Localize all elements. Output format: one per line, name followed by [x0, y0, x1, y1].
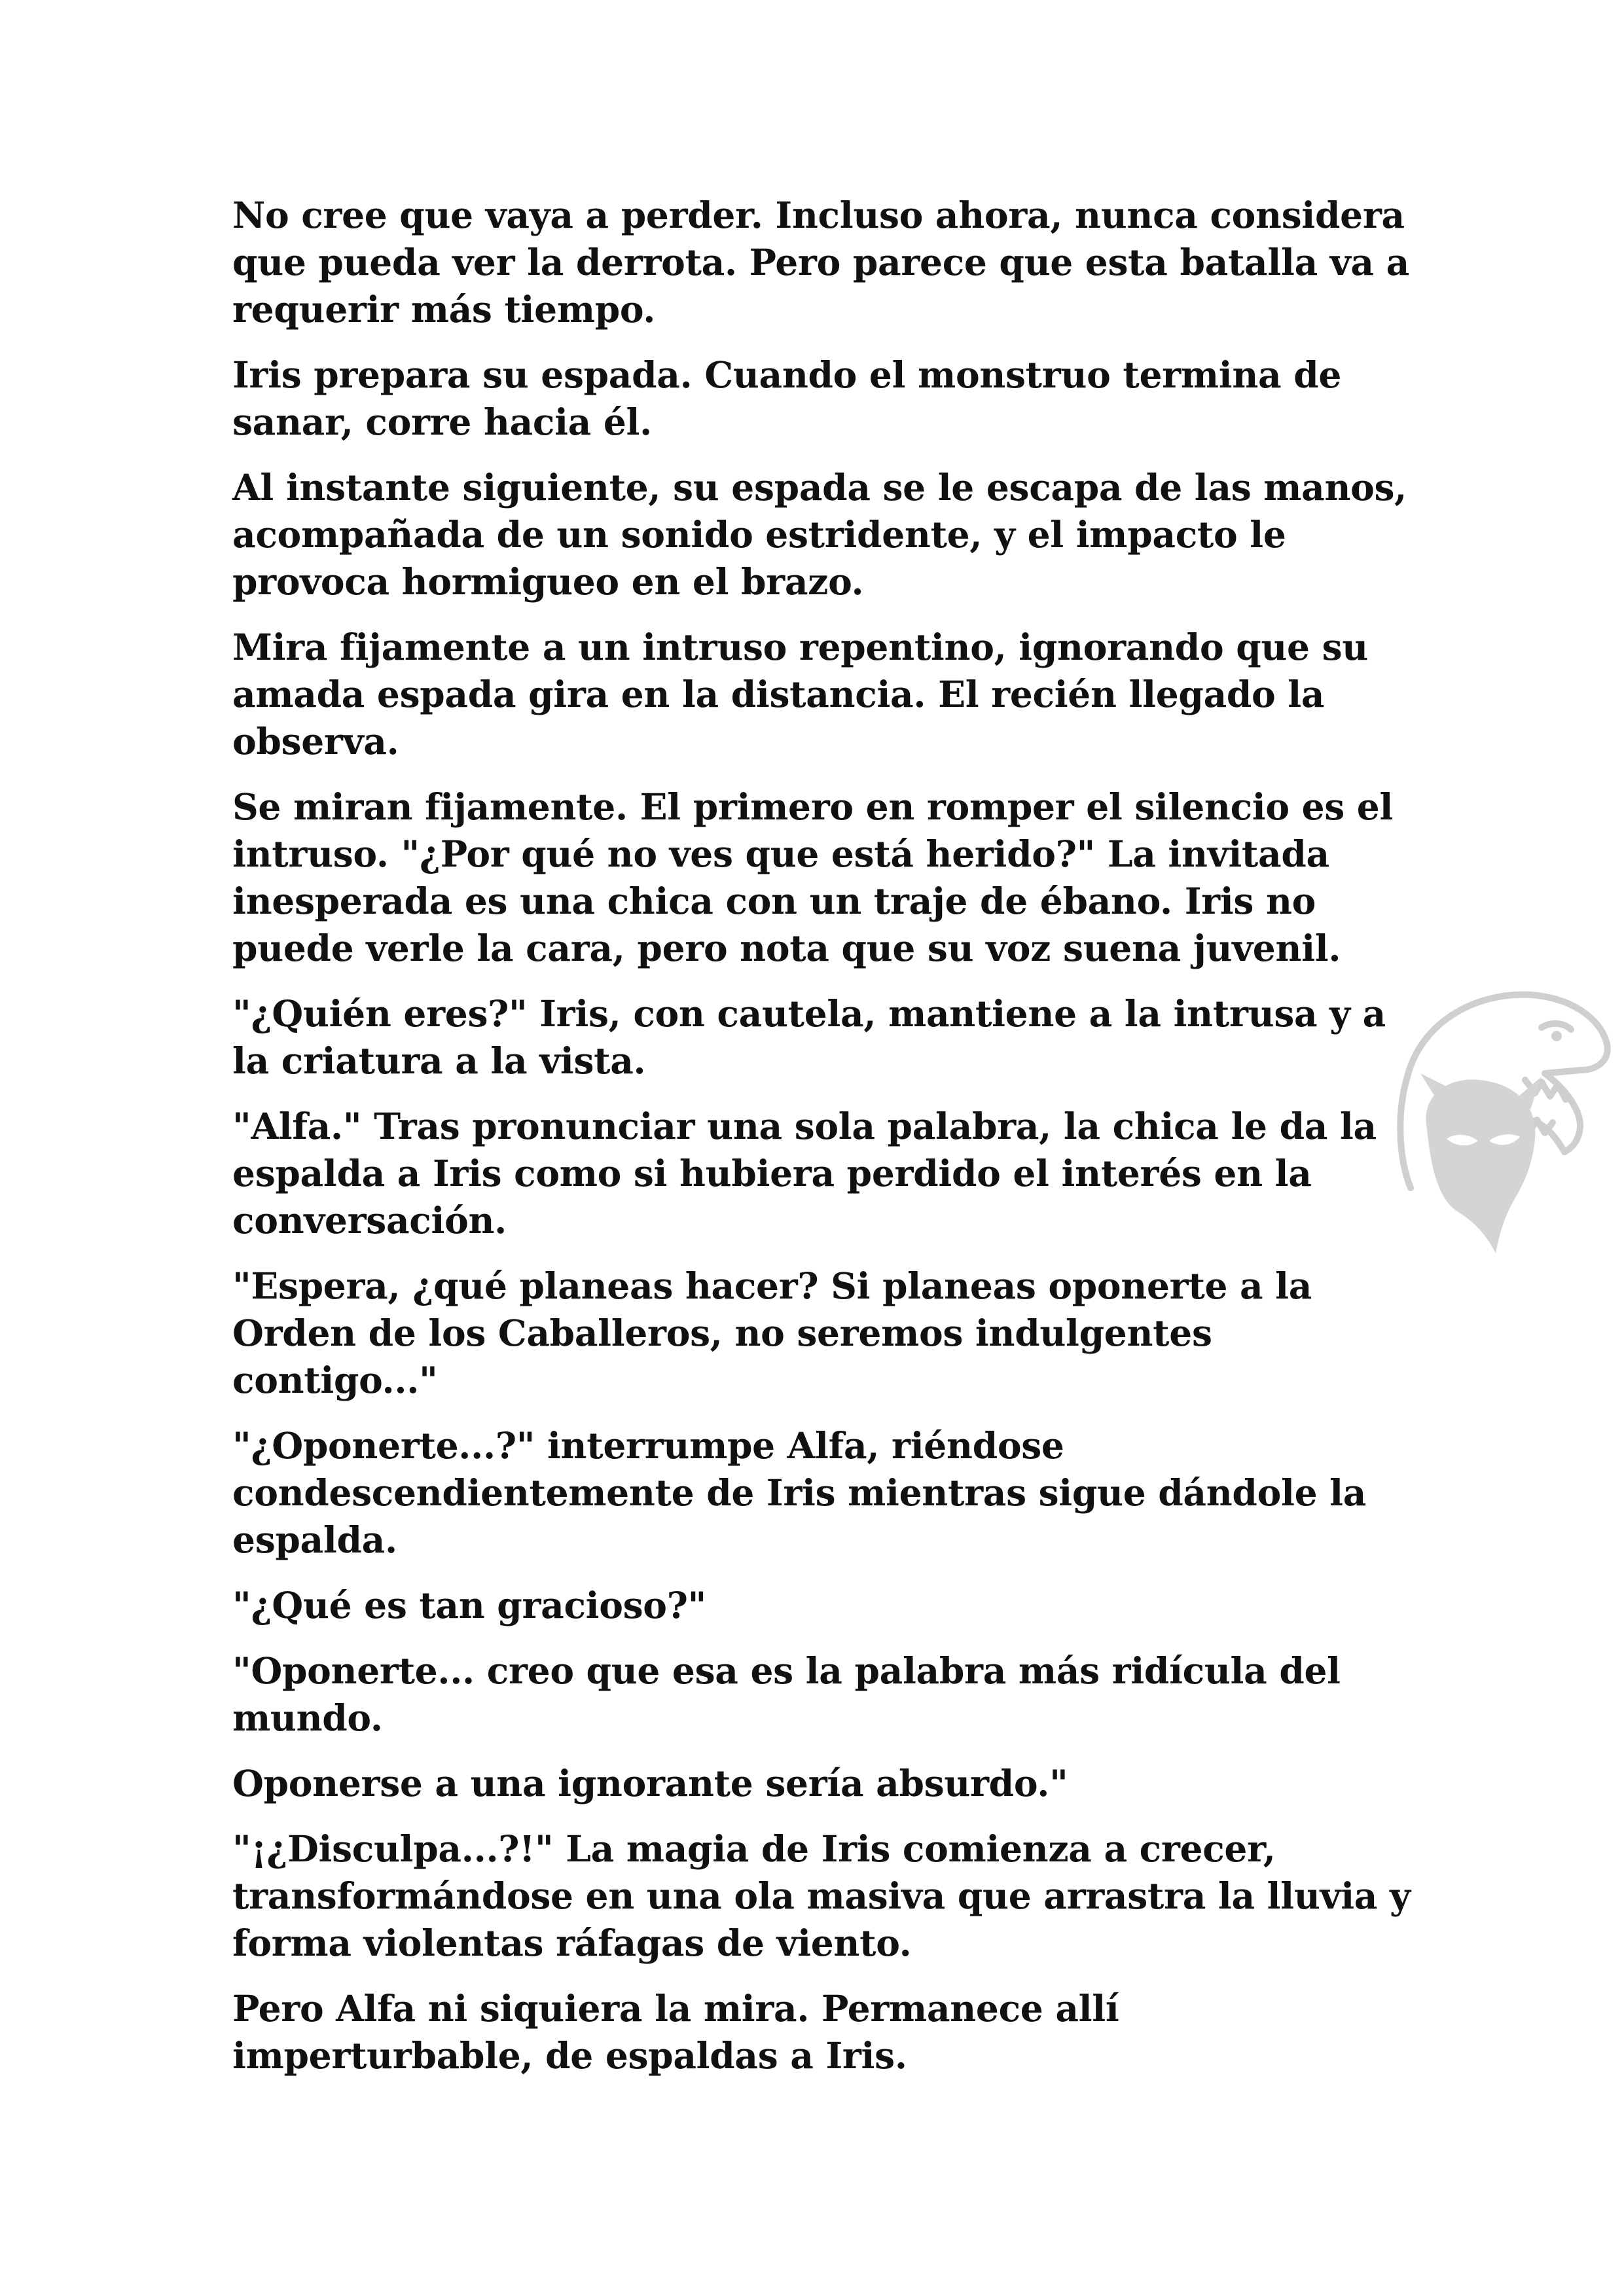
paragraph: "¡¿Disculpa...?!" La magia de Iris comienza a crecer, transformándose en una ola masiva que arrastra la lluvia y forma violentas ráfagas de viento. [232, 1827, 1411, 1964]
paragraph: "Espera, ¿qué planeas hacer? Si planeas oponerte a la Orden de los Caballeros, no seremos indulgentes contigo..." [232, 1265, 1312, 1401]
paragraph: "Oponerte... creo que esa es la palabra más ridícula del mundo. [232, 1649, 1341, 1739]
paragraph: "Alfa." Tras pronunciar una sola palabra, la chica le da la espalda a Iris como si hubiera perdido el interés en la conversación. [232, 1105, 1377, 1242]
paragraph: "¿Qué es tan gracioso?" [232, 1584, 706, 1626]
paragraph: "¿Quién eres?" Iris, con cautela, mantiene a la intrusa y a la criatura a la vista. [232, 992, 1386, 1082]
story-text [232, 192, 1411, 2098]
paragraph: Iris prepara su espada. Cuando el monstruo termina de sanar, corre hacia él. [232, 353, 1342, 443]
paragraph: "¿Oponerte...?" interrumpe Alfa, riéndose condescendientemente de Iris mientras sigue dándole la espalda. [232, 1424, 1367, 1561]
dinosaur-head-logo-icon [1381, 965, 1617, 1273]
paragraph: Oponerse a una ignorante sería absurdo." [232, 1762, 1068, 1804]
paragraph: Al instante siguiente, su espada se le escapa de las manos, acompañada de un sonido estridente, y el impacto le provoca hormigueo en el brazo. [232, 466, 1407, 603]
paragraph: No cree que vaya a perder. Incluso ahora, nunca considera que pueda ver la derrota. Pero parece que esta batalla va a requerir más tiempo. [232, 194, 1409, 331]
paragraph: Pero Alfa ni siquiera la mira. Permanece allí imperturbable, de espaldas a Iris. [232, 1987, 1119, 2077]
paragraph: Se miran fijamente. El primero en romper el silencio es el intruso. "¿Por qué no ves que está herido?" La invitada inesperada es una chica con un traje de ébano. Iris no puede verle la cara, pero nota que su voz suena juvenil. [232, 785, 1394, 969]
paragraph: Mira fijamente a un intruso repentino, ignorando que su amada espada gira en la distancia. El recién llegado la observa. [232, 626, 1368, 762]
